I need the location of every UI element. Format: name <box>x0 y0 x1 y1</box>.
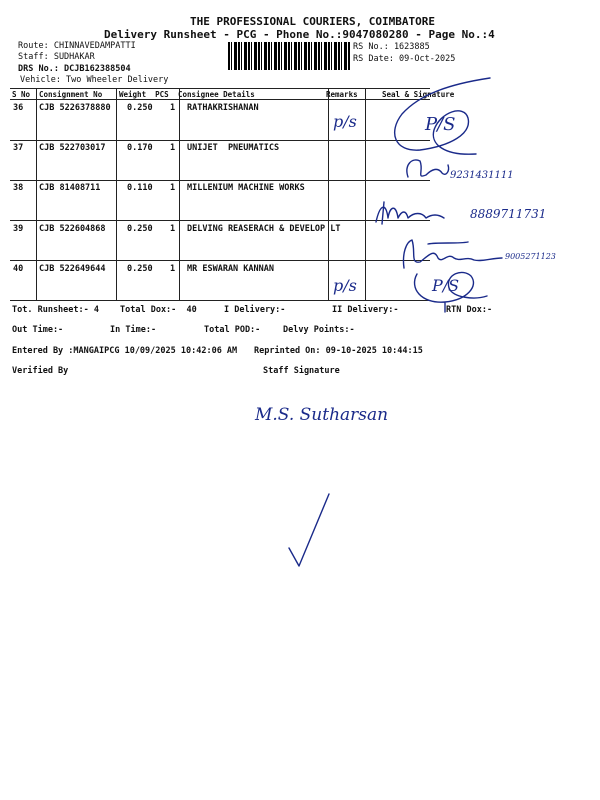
col-divider <box>179 88 180 300</box>
runsheet-subtitle: Delivery Runsheet - PCG - Phone No.:9047080280 - Page No.:4 <box>104 28 495 41</box>
verified-by-label: Verified By <box>12 366 69 376</box>
col-divider <box>328 88 329 300</box>
total-runsheet: Tot. Runsheet:- 4 <box>12 305 99 315</box>
row-consignee: UNIJET PNEUMATICS <box>187 143 280 153</box>
delivery-points: Delvy Points:- <box>283 325 355 335</box>
row-sno: 37 <box>13 143 24 153</box>
out-time: Out Time:- <box>12 325 64 335</box>
row-weight: 0.250 <box>127 224 153 234</box>
row-divider <box>10 140 430 141</box>
phone-39: 9005271123 <box>505 252 556 261</box>
row-consignee: MR ESWARAN KANNAN <box>187 264 274 274</box>
row-pcs: 1 <box>170 264 176 274</box>
row-weight: 0.250 <box>127 103 153 113</box>
row-weight: 0.110 <box>127 183 153 193</box>
row-sno: 38 <box>13 183 24 193</box>
rs-number: RS No.: 1623885 <box>353 42 430 52</box>
total-pod: Total POD:- <box>204 325 261 335</box>
signature-scribble-37 <box>402 155 452 185</box>
remark-ps-40: p/s <box>333 276 357 295</box>
phone-37: 9231431111 <box>450 170 514 181</box>
row-consignment: CJB 522649644 <box>39 264 106 274</box>
row-pcs: 1 <box>170 143 176 153</box>
checkmark-icon <box>285 490 335 570</box>
staff-label: Staff: SUDHAKAR <box>18 52 95 62</box>
row-divider <box>10 260 430 261</box>
i-delivery: I Delivery:- <box>224 305 286 315</box>
verified-handwritten-name: M.S. Sutharsan <box>255 405 389 425</box>
drs-number: DRS No.: DCJB162388504 <box>18 64 131 74</box>
row-pcs: 1 <box>170 183 176 193</box>
col-header-seal: Seal & Signature <box>382 90 455 99</box>
row-weight: 0.170 <box>127 143 153 153</box>
route-label: Route: CHINNAVEDAMPATTI <box>18 41 136 51</box>
row-consignee: MILLENIUM MACHINE WORKS <box>187 183 305 193</box>
rtn-dox: RTN Dox:- <box>446 305 493 315</box>
barcode-image <box>228 42 350 70</box>
col-header-remarks: Remarks <box>326 90 358 99</box>
signature-ps-40: P/S <box>432 276 460 295</box>
total-dox: Total Dox:- 40 <box>120 305 197 315</box>
phone-38: 8889711731 <box>470 207 547 221</box>
row-consignment: CJB 81408711 <box>39 183 101 193</box>
rs-date: RS Date: 09-Oct-2025 <box>353 54 456 64</box>
col-divider <box>365 88 366 300</box>
row-pcs: 1 <box>170 103 176 113</box>
row-sno: 39 <box>13 224 24 234</box>
row-consignee: RATHAKRISHANAN <box>187 103 259 113</box>
table-top-border <box>10 88 430 89</box>
col-divider <box>36 88 37 300</box>
table-bottom-border <box>10 300 430 301</box>
ii-delivery: II Delivery:- <box>332 305 399 315</box>
row-weight: 0.250 <box>127 264 153 274</box>
signature-loop-36 <box>380 74 500 164</box>
company-title: THE PROFESSIONAL COURIERS, COIMBATORE <box>190 15 436 28</box>
entered-by: Entered By :MANGAIPCG 10/09/2025 10:42:06 AM <box>12 346 238 356</box>
row-consignment: CJB 522604868 <box>39 224 106 234</box>
col-header-consignee: Consignee Details <box>178 90 255 99</box>
row-consignment: CJB 5226378880 <box>39 103 111 113</box>
remark-ps-36: p/s <box>333 112 357 131</box>
row-divider <box>10 180 430 181</box>
header-bottom-border <box>10 99 430 100</box>
row-divider <box>10 220 430 221</box>
reprinted-on: Reprinted On: 09-10-2025 10:44:15 <box>254 346 423 356</box>
col-header-sno: S No <box>12 90 31 99</box>
row-consignment: CJB 522703017 <box>39 143 106 153</box>
vehicle-label: Vehicle: Two Wheeler Delivery <box>20 75 169 85</box>
row-sno: 40 <box>13 264 24 274</box>
signature-scribble-38 <box>372 198 462 230</box>
row-consignee: DELVING REASERACH & DEVELOP LT <box>187 224 341 234</box>
row-sno: 36 <box>13 103 24 113</box>
col-header-consignment: Consignment No <box>39 90 103 99</box>
row-pcs: 1 <box>170 224 176 234</box>
staff-signature-label: Staff Signature <box>263 366 340 376</box>
in-time: In Time:- <box>110 325 157 335</box>
signature-ps-36: P/S <box>425 114 456 135</box>
col-divider <box>116 88 117 300</box>
col-header-weight-pcs: Weight PCS <box>119 90 169 99</box>
